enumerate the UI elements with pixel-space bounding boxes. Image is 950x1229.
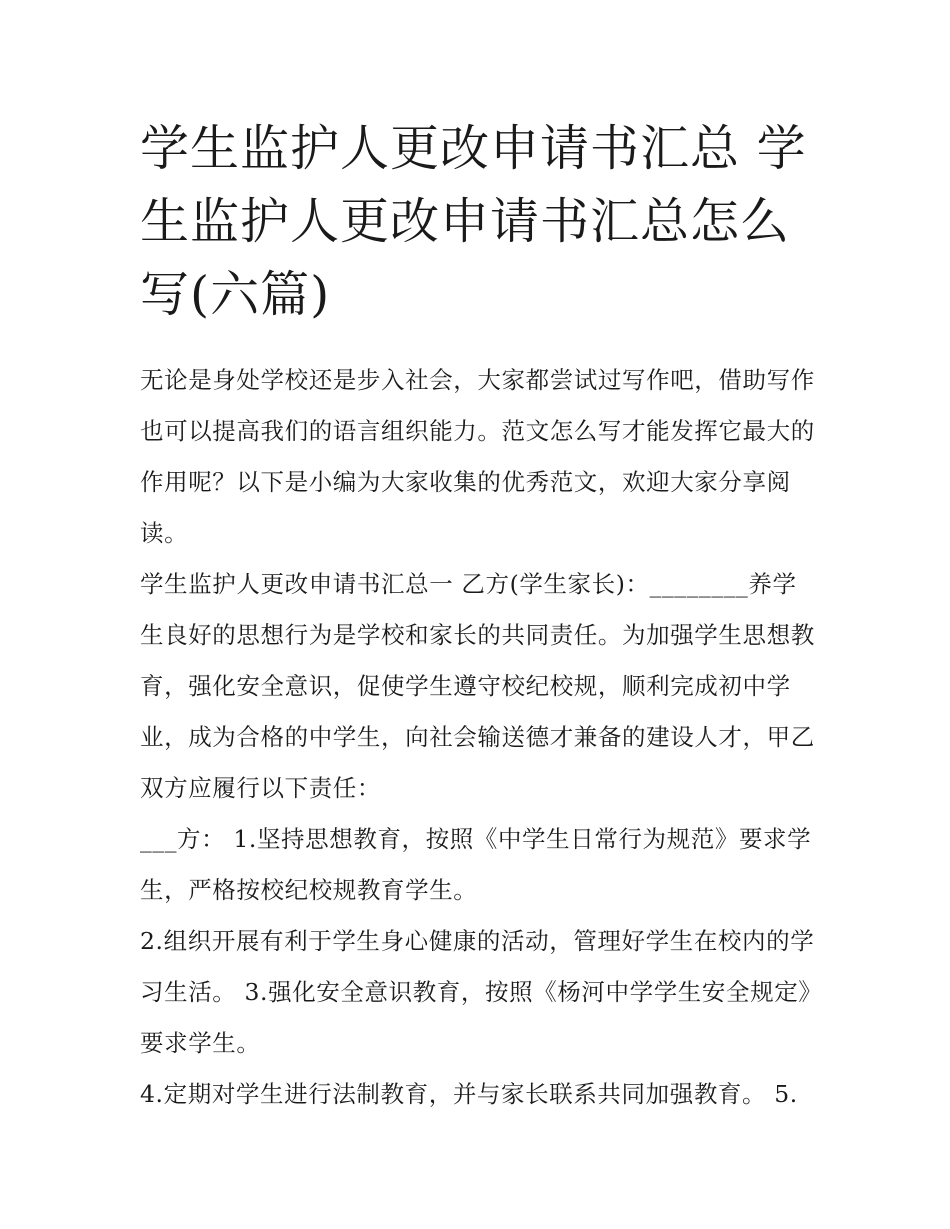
legal-education-paragraph: 4.定期对学生进行法制教育，并与家长联系共同加强教育。 5.: [140, 1080, 798, 1108]
intro-paragraph: 无论是身处学校还是步入社会，大家都尝试过写作吧，借助写作也可以提高我们的语言组织能力。范文怎么写才能发挥它最大的作用呢？以下是小编为大家收集的优秀范文，欢迎大家分享阅读。: [140, 366, 815, 547]
document-title: 学生监护人更改申请书汇总 学生监护人更改申请书汇总怎么写(六篇): [140, 120, 807, 323]
party-responsibility-paragraph: ___方： 1.坚持思想教育，按照《中学生日常行为规范》要求学生，严格按校纪校规教育学生。: [140, 825, 812, 904]
section-one-paragraph: 学生监护人更改申请书汇总一 乙方(学生家长)：________养学生良好的思想行为是学校和家长的共同责任。为加强学生思想教育，强化安全意识，促使学生遵守校纪校规，顺利完成初中学业，成为合格的中学生，向社会输送德才兼备的建设人才，甲乙双方应履行以下责任：: [140, 570, 815, 802]
document-body: [140, 355, 820, 1120]
activities-paragraph: 2.组织开展有利于学生身心健康的活动，管理好学生在校内的学习生活。 3.强化安全意识教育，按照《杨河中学学生安全规定》要求学生。: [140, 927, 815, 1057]
